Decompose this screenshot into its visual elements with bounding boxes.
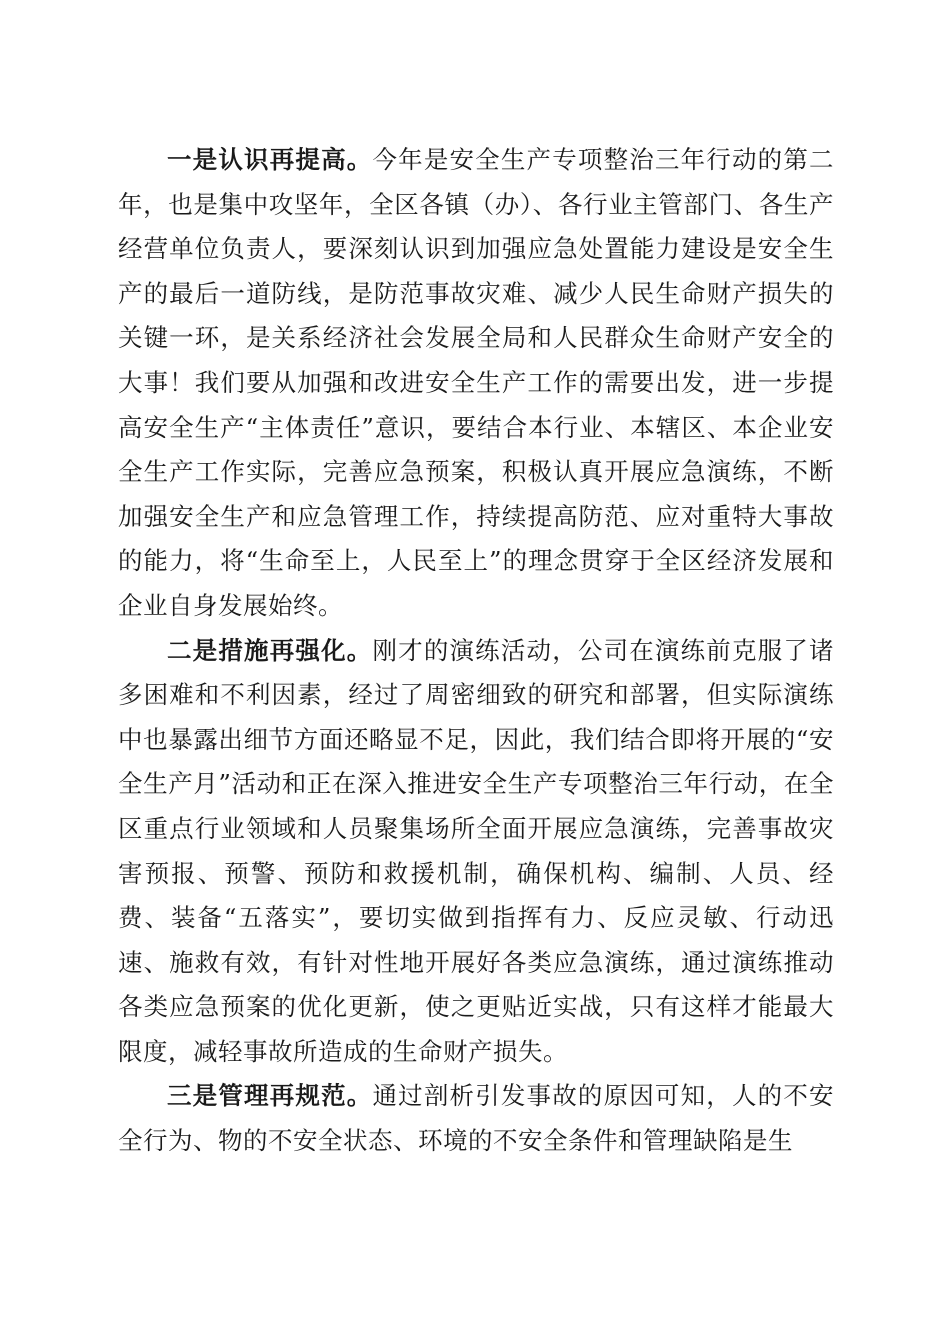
paragraph-2 [118,629,834,1075]
paragraph-1 [118,138,834,629]
paragraph-3-lead: 三是管理再规范。 [167,1081,373,1111]
document-body [118,138,834,1164]
paragraph-3-text: 通过剖析引发事故的原因可知，人的不安全行为、物的不安全状态、环境的不安全条件和管理缺陷是生 [118,1081,835,1156]
paragraph-1-lead: 一是认识再提高。 [167,145,373,174]
paragraph-2-lead: 二是措施再强化。 [167,635,373,665]
paragraph-1-text: 今年是安全生产专项整治三年行动的第二年，也是集中攻坚年，全区各镇（办）、各行业主管部门、各生产经营单位负责人，要深刻认识到加强应急处置能力建设是安全生产的最后一道防线，是防范事故灾难、减少人民生命财产损失的关键一环，是关系经济社会发展全局和人民群众生命财产安全的大事！我们要从加强和改进安全生产工作的需要出发，进一步提高安全生产“主体责任”意识，要结合本行业、本辖区、本企业安全生产工作实际，完善应急预案，积极认真开展应急演练，不断加强安全生产和应急管理工作，持续提高防范、应对重特大事故的能力，将“生命至上，人民至上”的理念贯穿于全区经济发展和企业自身发展始终。 [118,145,835,620]
paragraph-2-text: 刚才的演练活动，公司在演练前克服了诸多困难和不利因素，经过了周密细致的研究和部署，但实际演练中也暴露出细节方面还略显不足，因此，我们结合即将开展的“安全生产月”活动和正在深入推进安全生产专项整治三年行动，在全区重点行业领域和人员聚集场所全面开展应急演练，完善事故灾害预报、预警、预防和救援机制，确保机构、编制、人员、经费、装备“五落实”，要切实做到指挥有力、反应灵敏、行动迅速、施救有效，有针对性地开展好各类应急演练，通过演练推动各类应急预案的优化更新，使之更贴近实战，只有这样才能最大限度，减轻事故所造成的生命财产损失。 [118,635,835,1066]
paragraph-3 [118,1074,834,1163]
